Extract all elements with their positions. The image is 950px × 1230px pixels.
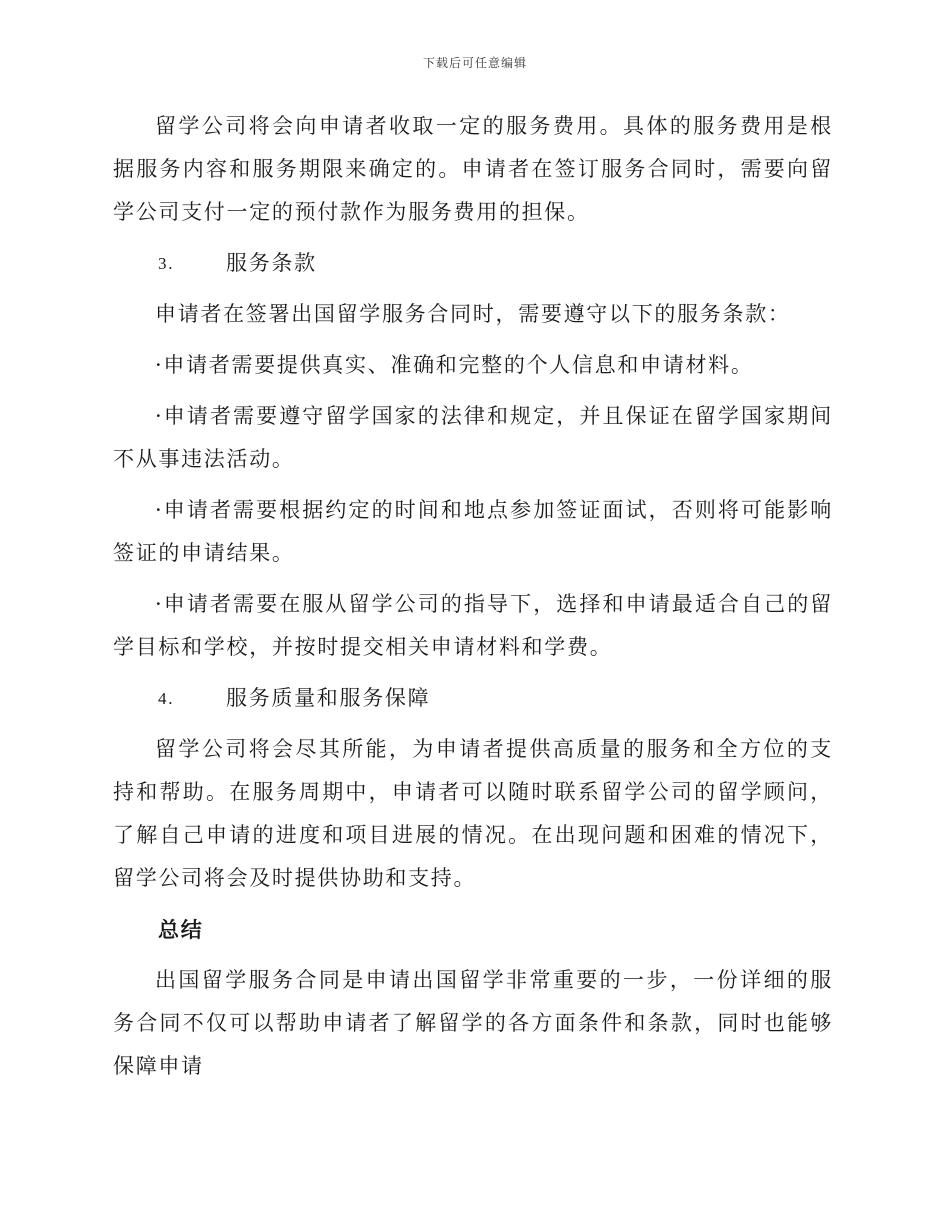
bullet-item-4: ·申请者需要在服从留学公司的指导下，选择和申请最适合自己的留学目标和学校，并按时提交相关申请材料和学费。 — [113, 592, 833, 659]
paragraph-service-quality: 留学公司将会尽其所能，为申请者提供高质量的服务和全方位的支持和帮助。在服务周期中，申请者可以随时联系留学公司的留学顾问，了解自己申请的进度和项目进展的情况。在出现问题和困难的情况下，留学公司将会及时提供协助和支持。 — [113, 737, 833, 890]
section-4-title: 服务质量和服务保障 — [226, 686, 431, 710]
section-3-heading — [113, 242, 833, 285]
document-body — [113, 105, 833, 1088]
bullet-item-2: ·申请者需要遵守留学国家的法律和规定，并且保证在留学国家期间不从事违法活动。 — [113, 404, 833, 471]
paragraph-terms-intro: 申请者在签署出国留学服务合同时，需要遵守以下的服务条款： — [155, 302, 791, 326]
section-4-number: 4. — [158, 689, 175, 708]
summary-heading: 总结 — [158, 917, 204, 942]
section-3-number: 3. — [158, 254, 175, 273]
page-header: 下载后可任意编辑 — [422, 56, 527, 70]
paragraph-service-fees: 留学公司将会向申请者收取一定的服务费用。具体的服务费用是根据服务内容和服务期限来确定的。申请者在签订服务合同时，需要向留学公司支付一定的预付款作为服务费用的担保。 — [113, 114, 833, 224]
bullet-item-3: ·申请者需要根据约定的时间和地点参加签证面试，否则将可能影响签证的申请结果。 — [113, 498, 833, 565]
section-4-heading — [113, 677, 833, 720]
section-3-title: 服务条款 — [226, 251, 317, 275]
paragraph-summary: 出国留学服务合同是申请出国留学非常重要的一步，一份详细的服务合同不仅可以帮助申请者了解留学的各方面条件和条款，同时也能够保障申请 — [113, 968, 833, 1078]
bullet-item-1: ·申请者需要提供真实、准确和完整的个人信息和申请材料。 — [155, 353, 754, 377]
